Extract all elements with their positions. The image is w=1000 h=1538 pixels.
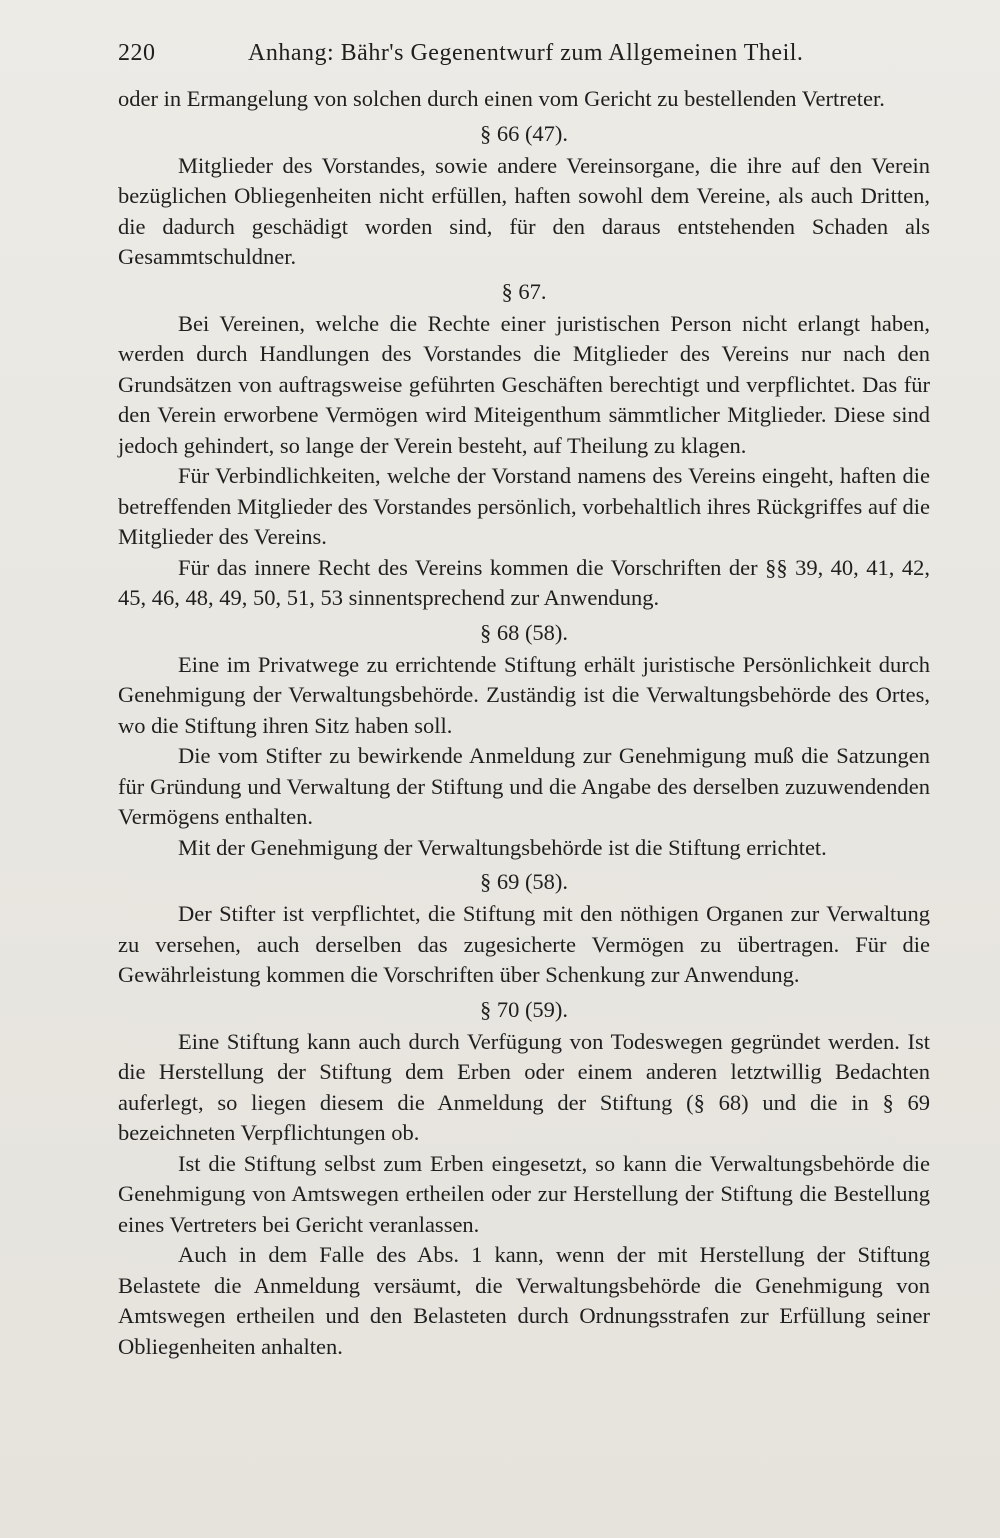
paragraph-68-1: Eine im Privatwege zu errichtende Stiftung erhält juristische Persönlichkeit durch Genehmigung der Verwaltungsbehörde. Zuständig ist die Verwaltungsbehörde des Ortes, wo die Stiftung ihren Sitz haben soll. [118,651,930,738]
page-number: 220 [118,40,156,66]
paragraph-68-3: Mit der Genehmigung der Verwaltungsbehörde ist die Stiftung errichtet. [178,834,827,860]
paragraph-67-1: Bei Vereinen, welche die Rechte einer juristischen Person nicht erlangt haben, werden durch Handlungen des Vorstandes die Mitglieder des Vereins nur nach den Grundsätzen von auftragsweise geführten Geschäften berechtigt und verpflichtet. Das für den Verein erworbene Vermögen wird Miteigenthum sämmtlicher Mitglieder. Diese sind jedoch gehindert, so lange der Verein besteht, auf Theilung zu klagen. [118,310,930,458]
section-heading-69: § 69 (58). [479,869,569,894]
paragraph-69: Der Stifter ist verpflichtet, die Stiftung mit den nöthigen Organen zur Verwaltung zu versehen, auch derselben das zugesicherte Vermögen zu übertragen. Für die Gewährleistung kommen die Vorschriften über Schenkung zur Anwendung. [118,901,930,987]
paragraph-68-2: Die vom Stifter zu bewirkende Anmeldung zur Genehmigung muß die Satzungen für Gründung und Verwaltung der Stiftung und die Angabe des derselben zuzuwendenden Vermögens enthalten. [118,743,930,829]
running-head [118,40,930,84]
paragraph-70-3: Auch in dem Falle des Abs. 1 kann, wenn der mit Herstellung der Stiftung Belastete die Anmeldung versäumt, die Verwaltungsbehörde die Genehmigung von Amtswegen ertheilen und den Belasteten durch Ordnungsstrafen zur Erfüllung seiner Obliegenheiten anhalten. [118,1242,930,1359]
paragraph-67-3: Für das innere Recht des Vereins kommen die Vorschriften der §§ 39, 40, 41, 42, 45, 46, 48, 49, 50, 51, 53 sinnentsprechend zur Anwendung. [118,554,930,610]
section-heading-67: § 67. [501,278,547,304]
paragraph-continuation: oder in Ermangelung von solchen durch einen vom Gericht zu bestellenden Vertreter. [118,86,885,111]
paragraph-67-2: Für Verbindlichkeiten, welche der Vorstand namens des Vereins eingeht, haften die betreffenden Mitglieder des Vorstandes persönlich, vorbehaltlich ihres Rückgriffes auf die Mitglieder des Vereins. [118,463,930,549]
paragraph-70-1: Eine Stiftung kann auch durch Verfügung von Todeswegen gegründet werden. Ist die Herstellung der Stiftung dem Erben oder einem anderen letztwillig Bedachten auferlegt, so liegen diesem die Anmeldung der Stiftung (§ 68) und die in § 69 bezeichneten Verpflichtungen ob. [118,1028,930,1145]
paragraph-66: Mitglieder des Vorstandes, sowie andere Vereinsorgane, die ihre auf den Verein bezüglichen Obliegenheiten nicht erfüllen, haften sowohl dem Vereine, als auch Dritten, die dadurch geschädigt worden sind, für den daraus entstehenden Schaden als Gesammtschuldner. [118,152,930,269]
section-heading-70: § 70 (59). [479,996,569,1022]
running-head-title: Anhang: Bähr's Gegenentwurf zum Allgemeinen Theil. [248,40,804,66]
section-heading-66: § 66 (47). [479,120,569,146]
page-text [118,84,930,1362]
section-heading-68: § 68 (58). [479,619,569,645]
paragraph-70-2: Ist die Stiftung selbst zum Erben eingesetzt, so kann die Verwaltungsbehörde die Genehmigung von Amtswegen ertheilen oder zur Herstellung der Stiftung die Bestellung eines Vertreters bei Gericht veranlassen. [118,1150,930,1237]
